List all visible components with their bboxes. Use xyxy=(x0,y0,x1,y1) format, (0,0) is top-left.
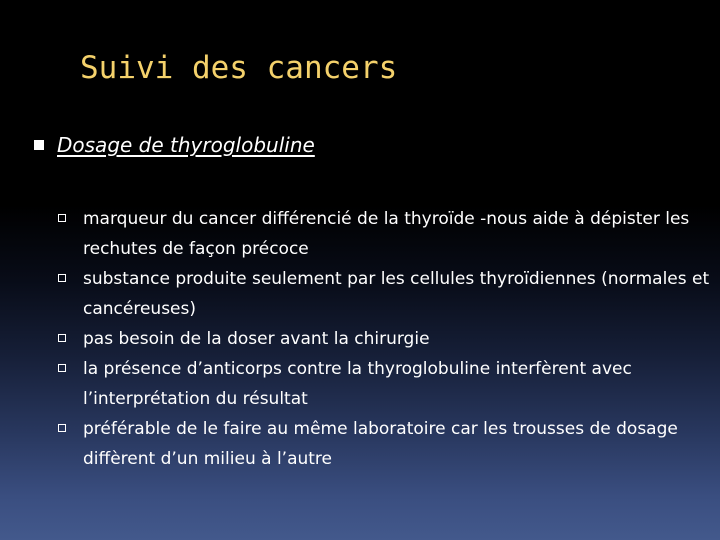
filled-square-bullet-icon xyxy=(34,140,44,150)
list-item xyxy=(58,324,714,354)
list-item xyxy=(58,204,714,264)
section-heading: Dosage de thyroglobuline xyxy=(57,133,315,157)
list-item xyxy=(58,414,714,474)
hollow-square-bullet-icon xyxy=(58,424,66,432)
list-item xyxy=(58,354,714,414)
list-item-text: substance produite seulement par les cellules thyroïdiennes (normales et cancéreuses) xyxy=(83,269,710,319)
list-item-text: la présence d’anticorps contre la thyroglobuline interfèrent avec l’interprétation du résultat xyxy=(83,359,632,409)
main-bullet xyxy=(34,132,315,158)
slide-title: Suivi des cancers xyxy=(80,50,398,86)
hollow-square-bullet-icon xyxy=(58,274,66,282)
sub-bullet-list xyxy=(58,204,714,474)
list-item xyxy=(58,264,714,324)
list-item-text: pas besoin de la doser avant la chirurgie xyxy=(83,329,430,349)
hollow-square-bullet-icon xyxy=(58,364,66,372)
hollow-square-bullet-icon xyxy=(58,214,66,222)
hollow-square-bullet-icon xyxy=(58,334,66,342)
list-item-text: préférable de le faire au même laboratoire car les trousses de dosage diffèrent d’un milieu à l’autre xyxy=(83,419,678,469)
list-item-text: marqueur du cancer différencié de la thyroïde -nous aide à dépister les rechutes de façon précoce xyxy=(83,209,690,259)
